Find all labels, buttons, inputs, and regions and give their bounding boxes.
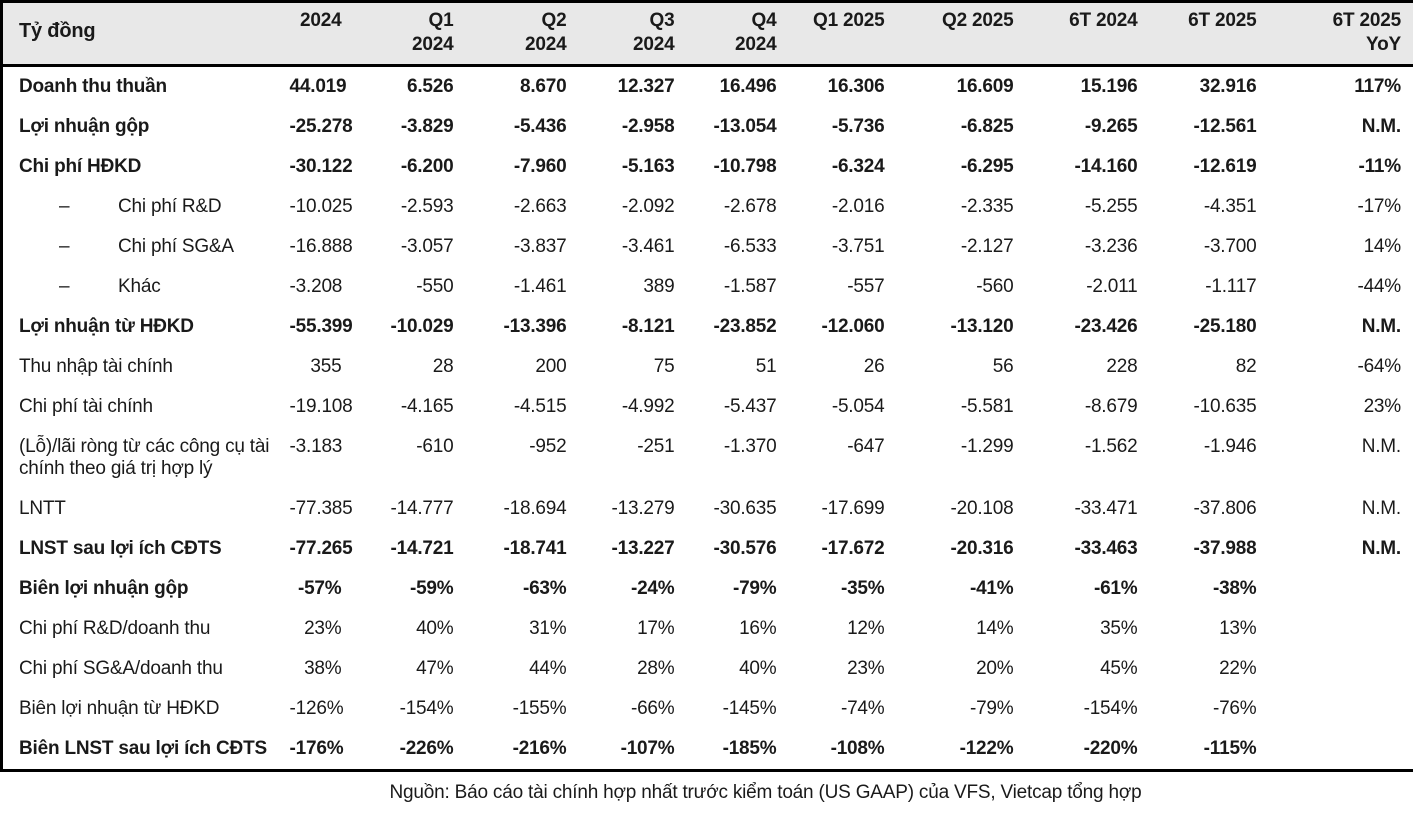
value-cell: -14.721: [390, 538, 454, 559]
row-label-cell: [2, 387, 290, 427]
value-cell: 117%: [1354, 76, 1401, 97]
value-cell: -12.561: [1193, 116, 1257, 137]
column-header-line1: Q4: [751, 10, 777, 31]
table-row: [2, 187, 1413, 227]
table-row: [2, 529, 1413, 569]
value-cell: 35%: [1100, 618, 1138, 639]
value-cell: -57%: [297, 578, 342, 599]
table-row: [2, 689, 1413, 729]
value-cell: -5.736: [831, 116, 885, 137]
value-cell: -8.121: [621, 316, 675, 337]
value-cell: 51: [755, 356, 777, 377]
value-cell: -2.593: [400, 196, 454, 217]
value-cell: -74%: [840, 698, 885, 719]
value-cell: -41%: [969, 578, 1014, 599]
value-cell: -11%: [1358, 156, 1401, 177]
value-cell: -59%: [409, 578, 454, 599]
table-row: [2, 609, 1413, 649]
row-label: LNTT: [19, 498, 66, 519]
value-cell: 75: [653, 356, 675, 377]
value-cell: 31%: [529, 618, 567, 639]
value-cell: -6.825: [960, 116, 1014, 137]
value-cell: [1269, 569, 1413, 609]
row-label-cell: [2, 569, 290, 609]
value-cell: -37.806: [1193, 498, 1257, 519]
value-cell: -12.619: [1193, 156, 1257, 177]
value-cell: -3.057: [400, 236, 454, 257]
row-label: Chi phí R&D/doanh thu: [19, 618, 211, 639]
column-header: [354, 2, 466, 66]
value-cell: -20.108: [950, 498, 1014, 519]
value-cell: 14%: [976, 618, 1014, 639]
value-cell: 44.019: [289, 76, 347, 97]
value-cell: -66%: [630, 698, 675, 719]
value-cell: 12%: [847, 618, 885, 639]
value-cell: -3.461: [621, 236, 675, 257]
value-cell: 23%: [1363, 396, 1401, 417]
value-cell: -220%: [1083, 738, 1138, 759]
value-cell: 82: [1235, 356, 1257, 377]
value-cell: -13.054: [713, 116, 777, 137]
value-cell: -185%: [722, 738, 777, 759]
column-header-line1: 6T 2024: [1069, 10, 1138, 31]
value-cell: 228: [1106, 356, 1138, 377]
value-cell: -647: [847, 436, 885, 457]
value-cell: -13.120: [950, 316, 1014, 337]
value-cell: -61%: [1093, 578, 1138, 599]
column-header: [897, 2, 1026, 66]
value-cell: -1.117: [1205, 276, 1257, 297]
table-body: [2, 66, 1413, 771]
table-header-row: [2, 2, 1413, 66]
value-cell: -557: [847, 276, 885, 297]
row-label-cell: [2, 689, 290, 729]
value-cell: -30.635: [713, 498, 777, 519]
value-cell: 17%: [637, 618, 675, 639]
value-cell: N.M.: [1361, 498, 1401, 519]
value-cell: -64%: [1357, 356, 1401, 377]
value-cell: 14%: [1363, 236, 1401, 257]
value-cell: -115%: [1203, 738, 1257, 759]
value-cell: -155%: [512, 698, 567, 719]
table-row: [2, 227, 1413, 267]
row-label: (Lỗ)/lãi ròng từ các công cụ tài chính theo giá trị hợp lý: [19, 436, 270, 479]
row-label: LNST sau lợi ích CĐTS: [19, 538, 222, 559]
column-header-line1: 6T 2025: [1332, 10, 1401, 31]
value-cell: 23%: [847, 658, 885, 679]
value-cell: -3.208: [289, 276, 343, 297]
column-header: [290, 2, 354, 66]
sub-item-dash: –: [59, 196, 70, 217]
value-cell: 47%: [416, 658, 454, 679]
row-label: Biên LNST sau lợi ích CĐTS: [19, 738, 267, 759]
value-cell: -17%: [1357, 196, 1401, 217]
value-cell: 13%: [1219, 618, 1257, 639]
value-cell: -108%: [830, 738, 885, 759]
value-cell: 16.496: [719, 76, 777, 97]
value-cell: -5.436: [513, 116, 567, 137]
value-cell: 28%: [637, 658, 675, 679]
value-cell: -33.463: [1074, 538, 1138, 559]
value-cell: 23%: [304, 618, 342, 639]
value-cell: -79%: [732, 578, 777, 599]
row-label: Lợi nhuận từ HĐKD: [19, 316, 194, 337]
column-header-line2: 2024: [735, 34, 777, 55]
value-cell: -10.025: [289, 196, 353, 217]
value-cell: -30.576: [713, 538, 777, 559]
value-cell: -20.316: [950, 538, 1014, 559]
row-label: Biên lợi nhuận từ HĐKD: [19, 698, 220, 719]
value-cell: -79%: [969, 698, 1014, 719]
value-cell: -176%: [289, 738, 344, 759]
value-cell: 56: [992, 356, 1014, 377]
column-header-line1: 2024: [300, 10, 342, 31]
column-header: [466, 2, 579, 66]
row-label-cell: [2, 187, 290, 227]
value-cell: -5.581: [960, 396, 1014, 417]
column-header-line2: 2024: [412, 34, 454, 55]
value-cell: -33.471: [1074, 498, 1138, 519]
column-header-line1: Q2 2025: [942, 10, 1014, 31]
value-cell: -18.694: [503, 498, 567, 519]
value-cell: -17.699: [821, 498, 885, 519]
value-cell: -1.562: [1084, 436, 1138, 457]
row-label-cell: [2, 427, 290, 489]
value-cell: -1.299: [960, 436, 1014, 457]
row-label-cell: [2, 729, 290, 771]
row-label: Doanh thu thuần: [19, 76, 167, 97]
row-label-cell: [2, 529, 290, 569]
unit-header: Tỷ đồng: [2, 2, 290, 66]
table-row: [2, 489, 1413, 529]
column-header: [1269, 2, 1413, 66]
row-label: Thu nhập tài chính: [19, 356, 173, 377]
value-cell: -13.227: [611, 538, 675, 559]
value-cell: 8.670: [519, 76, 567, 97]
value-cell: -17.672: [821, 538, 885, 559]
value-cell: -560: [976, 276, 1014, 297]
table-row: [2, 107, 1413, 147]
row-label: Chi phí SG&A/doanh thu: [19, 658, 223, 679]
value-cell: -216%: [512, 738, 567, 759]
row-label-cell: [2, 227, 290, 267]
value-cell: -952: [529, 436, 567, 457]
value-cell: -9.265: [1084, 116, 1138, 137]
value-cell: -13.396: [503, 316, 567, 337]
row-label: Chi phí R&D: [118, 196, 222, 217]
value-cell: 45%: [1100, 658, 1138, 679]
value-cell: 200: [535, 356, 567, 377]
value-cell: -2.016: [831, 196, 885, 217]
value-cell: -24%: [630, 578, 675, 599]
value-cell: 28: [432, 356, 454, 377]
value-cell: -63%: [522, 578, 567, 599]
value-cell: -30.122: [289, 156, 353, 177]
value-cell: -18.741: [503, 538, 567, 559]
value-cell: -10.029: [390, 316, 454, 337]
row-label-cell: [2, 307, 290, 347]
row-label-cell: [2, 107, 290, 147]
value-cell: -154%: [399, 698, 454, 719]
value-cell: -3.837: [513, 236, 567, 257]
table-row: [2, 569, 1413, 609]
column-header-line1: Q1: [428, 10, 454, 31]
column-header-line2: 2024: [525, 34, 567, 55]
value-cell: -107%: [620, 738, 675, 759]
value-cell: -16.888: [289, 236, 353, 257]
value-cell: -23.852: [713, 316, 777, 337]
value-cell: -3.183: [289, 436, 343, 457]
value-cell: 15.196: [1080, 76, 1138, 97]
value-cell: 16%: [739, 618, 777, 639]
value-cell: N.M.: [1361, 316, 1401, 337]
value-cell: -3.236: [1084, 236, 1138, 257]
value-cell: -4.992: [621, 396, 675, 417]
value-cell: -6.324: [831, 156, 885, 177]
column-header: [687, 2, 789, 66]
table-row: [2, 729, 1413, 771]
value-cell: -1.370: [723, 436, 777, 457]
value-cell: -1.946: [1203, 436, 1257, 457]
value-cell: -7.960: [513, 156, 567, 177]
value-cell: -55.399: [289, 316, 353, 337]
value-cell: -126%: [289, 698, 344, 719]
value-cell: [1269, 649, 1413, 689]
column-header-line1: Q1 2025: [813, 10, 885, 31]
column-header: [789, 2, 897, 66]
value-cell: -77.385: [289, 498, 353, 519]
column-header-line2: 2024: [633, 34, 675, 55]
value-cell: 26: [863, 356, 885, 377]
table-row: [2, 427, 1413, 489]
value-cell: [1269, 729, 1413, 771]
value-cell: -1.461: [513, 276, 567, 297]
value-cell: -6.200: [400, 156, 454, 177]
value-cell: -550: [416, 276, 454, 297]
value-cell: -154%: [1083, 698, 1138, 719]
value-cell: -1.587: [723, 276, 777, 297]
value-cell: -3.829: [400, 116, 454, 137]
table-row: [2, 307, 1413, 347]
value-cell: -44%: [1357, 276, 1401, 297]
value-cell: [1269, 609, 1413, 649]
value-cell: -14.777: [390, 498, 454, 519]
row-label: Lợi nhuận gộp: [19, 116, 150, 137]
sub-item-dash: –: [59, 276, 70, 297]
row-label: Chi phí HĐKD: [19, 156, 142, 177]
table-row: [2, 387, 1413, 427]
value-cell: 389: [643, 276, 675, 297]
value-cell: -226%: [399, 738, 454, 759]
row-label-cell: [2, 267, 290, 307]
value-cell: -122%: [959, 738, 1014, 759]
value-cell: -5.255: [1084, 196, 1138, 217]
table-row: [2, 147, 1413, 187]
row-label-cell: [2, 489, 290, 529]
table-row: [2, 66, 1413, 108]
value-cell: -5.163: [621, 156, 675, 177]
table-row: [2, 347, 1413, 387]
value-cell: -25.180: [1193, 316, 1257, 337]
value-cell: -145%: [722, 698, 777, 719]
row-label: Chi phí SG&A: [118, 236, 234, 257]
value-cell: N.M.: [1361, 538, 1401, 559]
column-header-line2: YoY: [1366, 34, 1401, 55]
value-cell: 355: [310, 356, 342, 377]
value-cell: -3.751: [831, 236, 885, 257]
value-cell: -19.108: [289, 396, 353, 417]
value-cell: -10.635: [1193, 396, 1257, 417]
value-cell: [1269, 689, 1413, 729]
value-cell: -77.265: [289, 538, 353, 559]
row-label-cell: [2, 609, 290, 649]
source-note: Nguồn: Báo cáo tài chính hợp nhất trước kiểm toán (US GAAP) của VFS, Vietcap tổng hợp: [389, 782, 1142, 803]
value-cell: -2.092: [621, 196, 675, 217]
value-cell: -5.437: [723, 396, 777, 417]
value-cell: -2.335: [960, 196, 1014, 217]
value-cell: -25.278: [289, 116, 353, 137]
value-cell: -13.279: [611, 498, 675, 519]
value-cell: N.M.: [1361, 116, 1401, 137]
value-cell: -2.678: [723, 196, 777, 217]
table-row: [2, 649, 1413, 689]
column-header-line1: 6T 2025: [1188, 10, 1257, 31]
value-cell: 44%: [529, 658, 567, 679]
value-cell: -23.426: [1074, 316, 1138, 337]
value-cell: -10.798: [713, 156, 777, 177]
row-label-cell: [2, 147, 290, 187]
value-cell: -610: [416, 436, 454, 457]
value-cell: -35%: [840, 578, 885, 599]
column-header-line1: Q2: [541, 10, 567, 31]
value-cell: -2.663: [513, 196, 567, 217]
column-header: [579, 2, 687, 66]
value-cell: 20%: [976, 658, 1014, 679]
value-cell: -5.054: [831, 396, 885, 417]
value-cell: 32.916: [1199, 76, 1257, 97]
value-cell: -12.060: [821, 316, 885, 337]
column-header: [1150, 2, 1269, 66]
value-cell: 38%: [304, 658, 342, 679]
value-cell: -6.295: [960, 156, 1014, 177]
value-cell: -14.160: [1074, 156, 1138, 177]
column-header-line1: Q3: [649, 10, 675, 31]
row-label: Chi phí tài chính: [19, 396, 153, 417]
column-header: [1026, 2, 1150, 66]
value-cell: -2.011: [1086, 276, 1138, 297]
table-row: [2, 267, 1413, 307]
value-cell: 12.327: [617, 76, 675, 97]
row-label: Khác: [118, 276, 161, 297]
value-cell: 6.526: [406, 76, 454, 97]
value-cell: N.M.: [1361, 436, 1401, 457]
value-cell: -3.700: [1203, 236, 1257, 257]
value-cell: -37.988: [1193, 538, 1257, 559]
row-label-cell: [2, 347, 290, 387]
row-label-cell: [2, 649, 290, 689]
value-cell: -76%: [1212, 698, 1257, 719]
sub-item-dash: –: [59, 236, 70, 257]
value-cell: -4.515: [513, 396, 567, 417]
value-cell: -38%: [1212, 578, 1257, 599]
value-cell: 16.609: [956, 76, 1014, 97]
value-cell: -6.533: [723, 236, 777, 257]
value-cell: -4.165: [400, 396, 454, 417]
value-cell: -2.127: [960, 236, 1014, 257]
value-cell: 40%: [416, 618, 454, 639]
value-cell: -8.679: [1084, 396, 1138, 417]
value-cell: -4.351: [1203, 196, 1257, 217]
value-cell: -2.958: [621, 116, 675, 137]
row-label: Biên lợi nhuận gộp: [19, 578, 189, 599]
value-cell: 22%: [1219, 658, 1257, 679]
row-label-cell: [2, 66, 290, 108]
value-cell: 40%: [739, 658, 777, 679]
value-cell: -251: [637, 436, 675, 457]
value-cell: 16.306: [827, 76, 885, 97]
